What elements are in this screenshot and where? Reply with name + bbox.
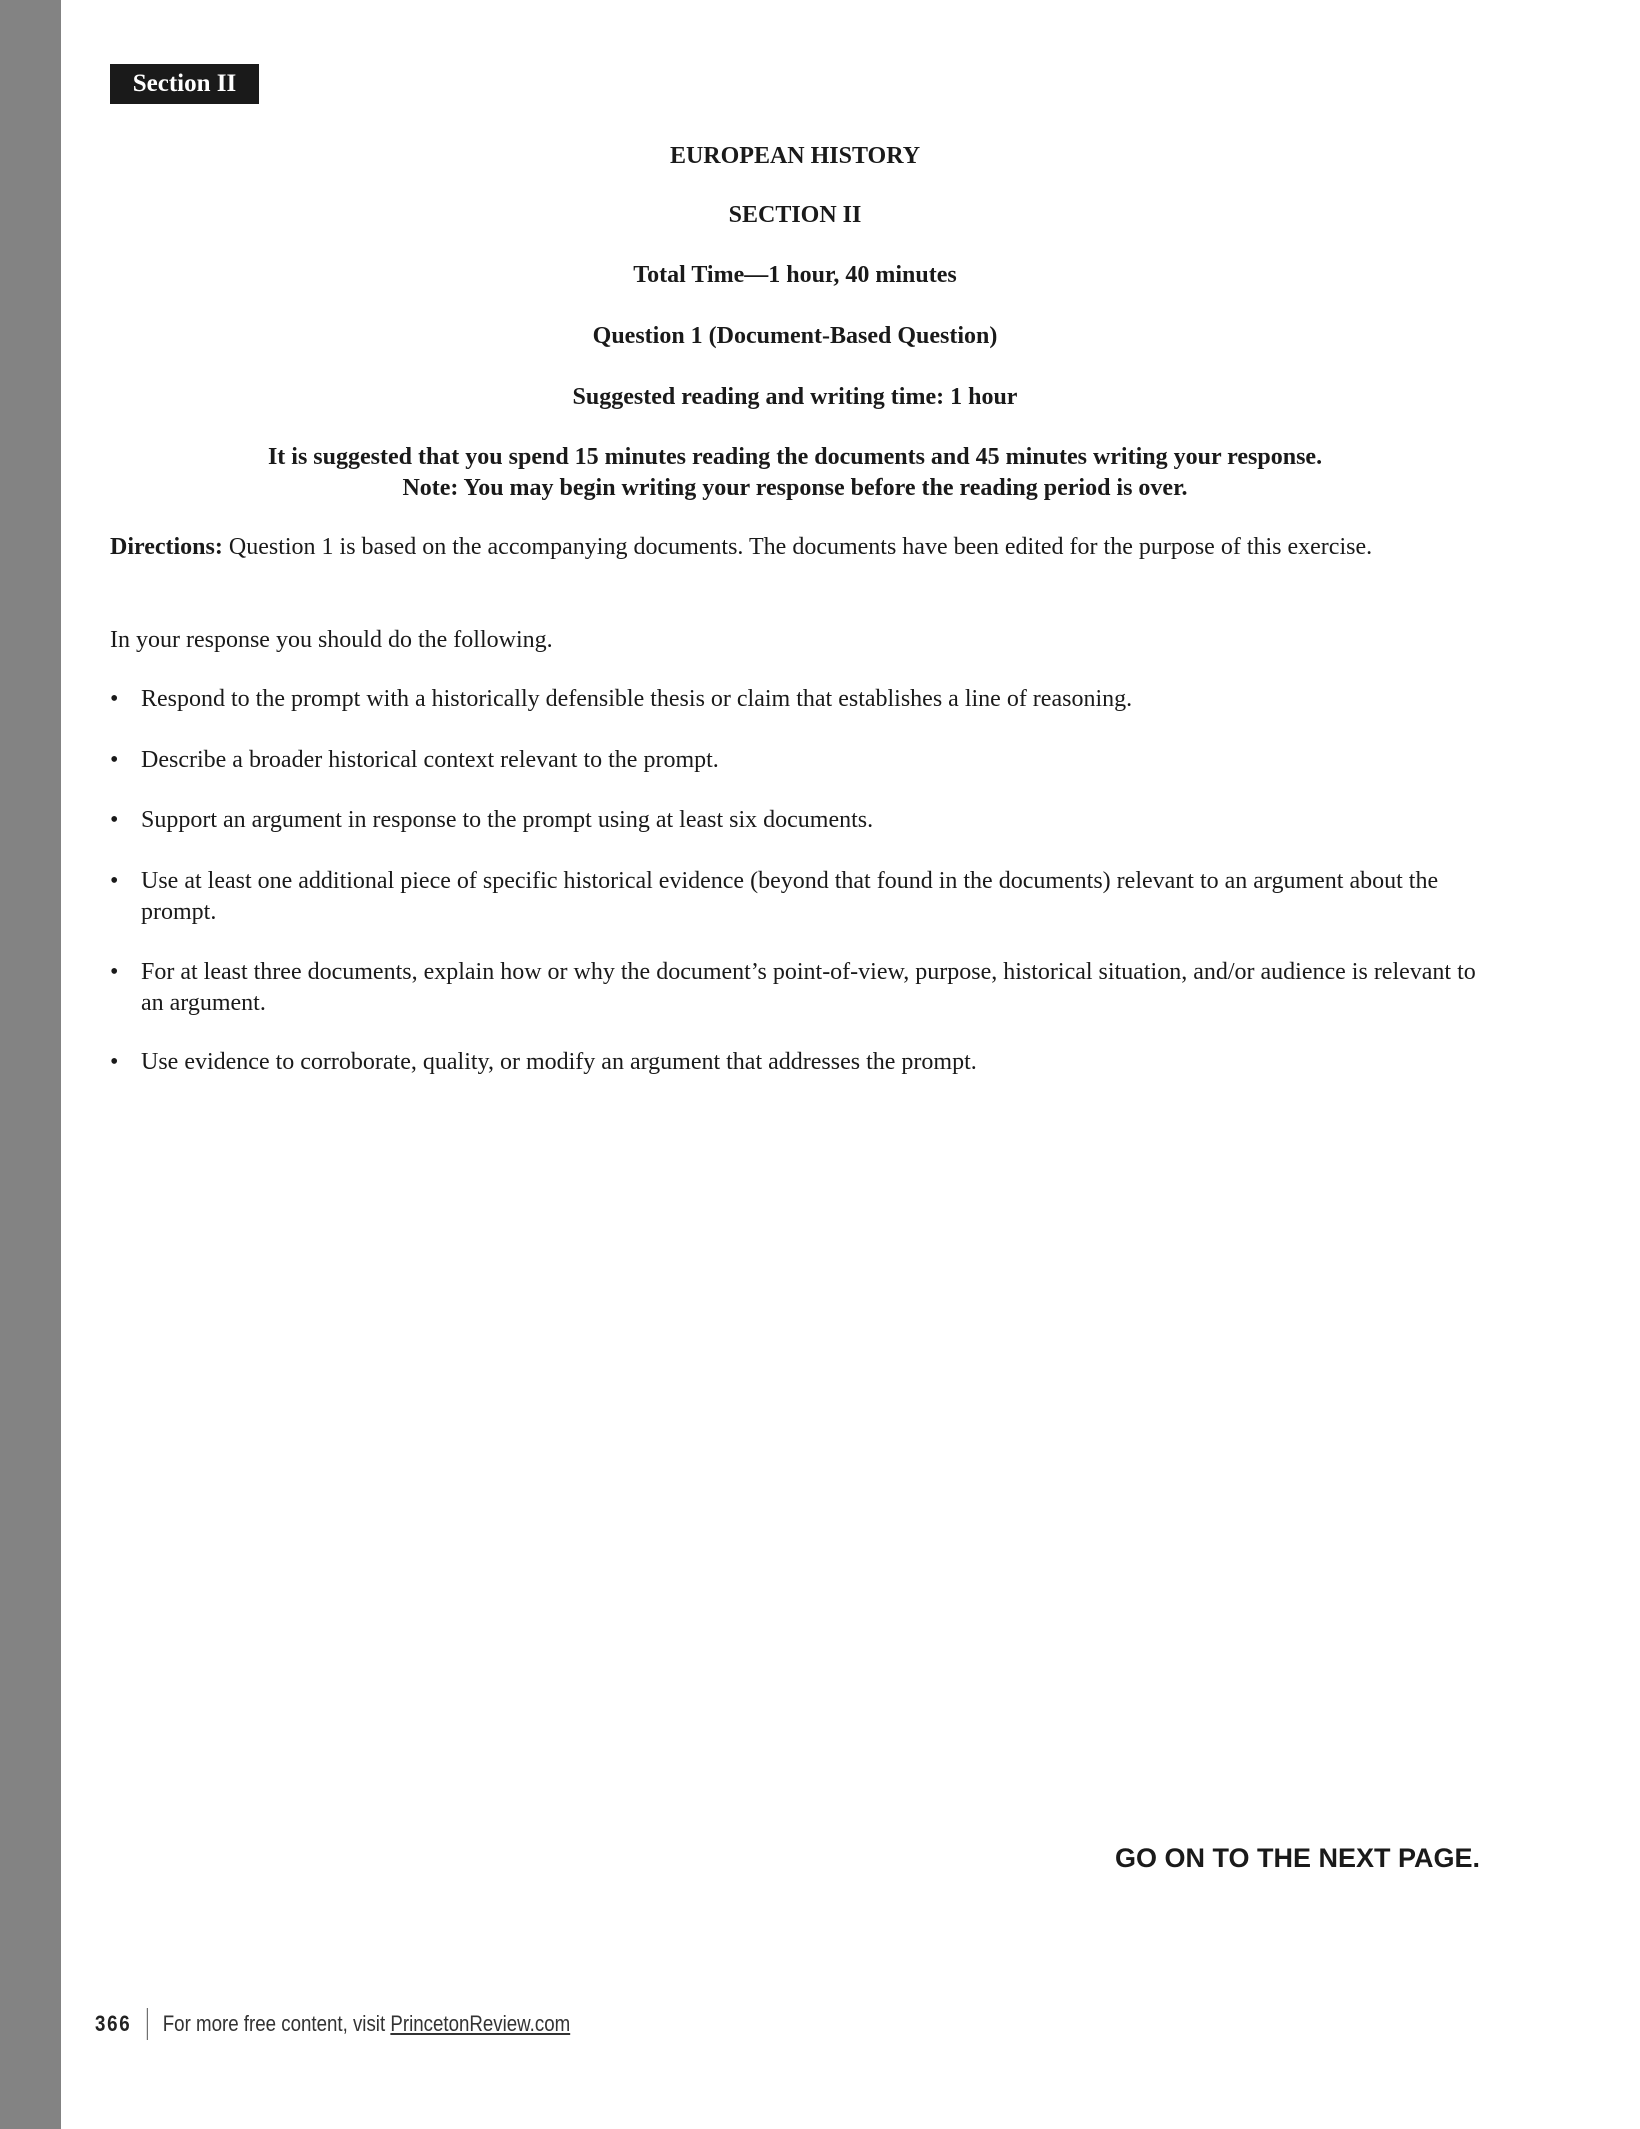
bullet-icon: • — [110, 1049, 119, 1075]
bullet-icon: • — [110, 959, 119, 985]
directions-text: Question 1 is based on the accompanying documents. The documents have been edited for the purpose of this exercise. — [222, 534, 1373, 560]
list-item-text: For at least three documents, explain how or why the document’s point-of-view, purpose, historical situation, and/or audience is relevant to an argument. — [141, 959, 1476, 1016]
list-item — [110, 866, 1490, 928]
total-time: Total Time—1 hour, 40 minutes — [633, 262, 957, 288]
list-item-text: Respond to the prompt with a historically defensible thesis or claim that establishes a line of reasoning. — [141, 686, 1133, 712]
list-item-text: Describe a broader historical context relevant to the prompt. — [141, 747, 719, 773]
page-edge-bar — [0, 0, 61, 2129]
bullet-icon: • — [110, 807, 119, 833]
list-item-text: Use at least one additional piece of specific historical evidence (beyond that found in the documents) relevant to an argument about the prompt. — [141, 868, 1439, 925]
list-item — [110, 1047, 1490, 1078]
list-item-text: Use evidence to corroborate, quality, or modify an argument that addresses the prompt. — [141, 1049, 977, 1075]
bullet-icon: • — [110, 686, 119, 712]
question-heading: Question 1 (Document-Based Question) — [592, 323, 998, 349]
footer-divider — [147, 2008, 148, 2040]
directions-intro: In your response you should do the following. — [110, 627, 553, 653]
bullet-icon: • — [110, 868, 119, 894]
suggestion-line-2: Note: You may begin writing your response before the reading period is over. — [402, 475, 1188, 501]
bullet-icon: • — [110, 747, 119, 773]
section-heading: SECTION II — [728, 202, 862, 228]
go-on-notice: GO ON TO THE NEXT PAGE. — [1114, 1843, 1480, 1873]
list-item — [110, 684, 1490, 715]
suggestion-line-1: It is suggested that you spend 15 minutes reading the documents and 45 minutes writing your response. — [267, 444, 1323, 470]
directions-paragraph — [110, 532, 1490, 563]
page-footer — [95, 2008, 570, 2040]
footer-text: For more free content, visit — [162, 2011, 386, 2036]
list-item — [110, 745, 1490, 776]
list-item-text: Support an argument in response to the prompt using at least six documents. — [141, 807, 874, 833]
suggested-time: Suggested reading and writing time: 1 hour — [572, 384, 1018, 410]
subject-heading: EUROPEAN HISTORY — [669, 143, 921, 169]
princeton-review-link[interactable]: PrincetonReview.com — [390, 2011, 571, 2036]
list-item — [110, 805, 1490, 836]
directions-label: Directions: — [110, 534, 223, 560]
list-item — [110, 957, 1490, 1019]
section-tag: Section II — [110, 64, 259, 104]
page-number: 366 — [95, 2011, 132, 2036]
